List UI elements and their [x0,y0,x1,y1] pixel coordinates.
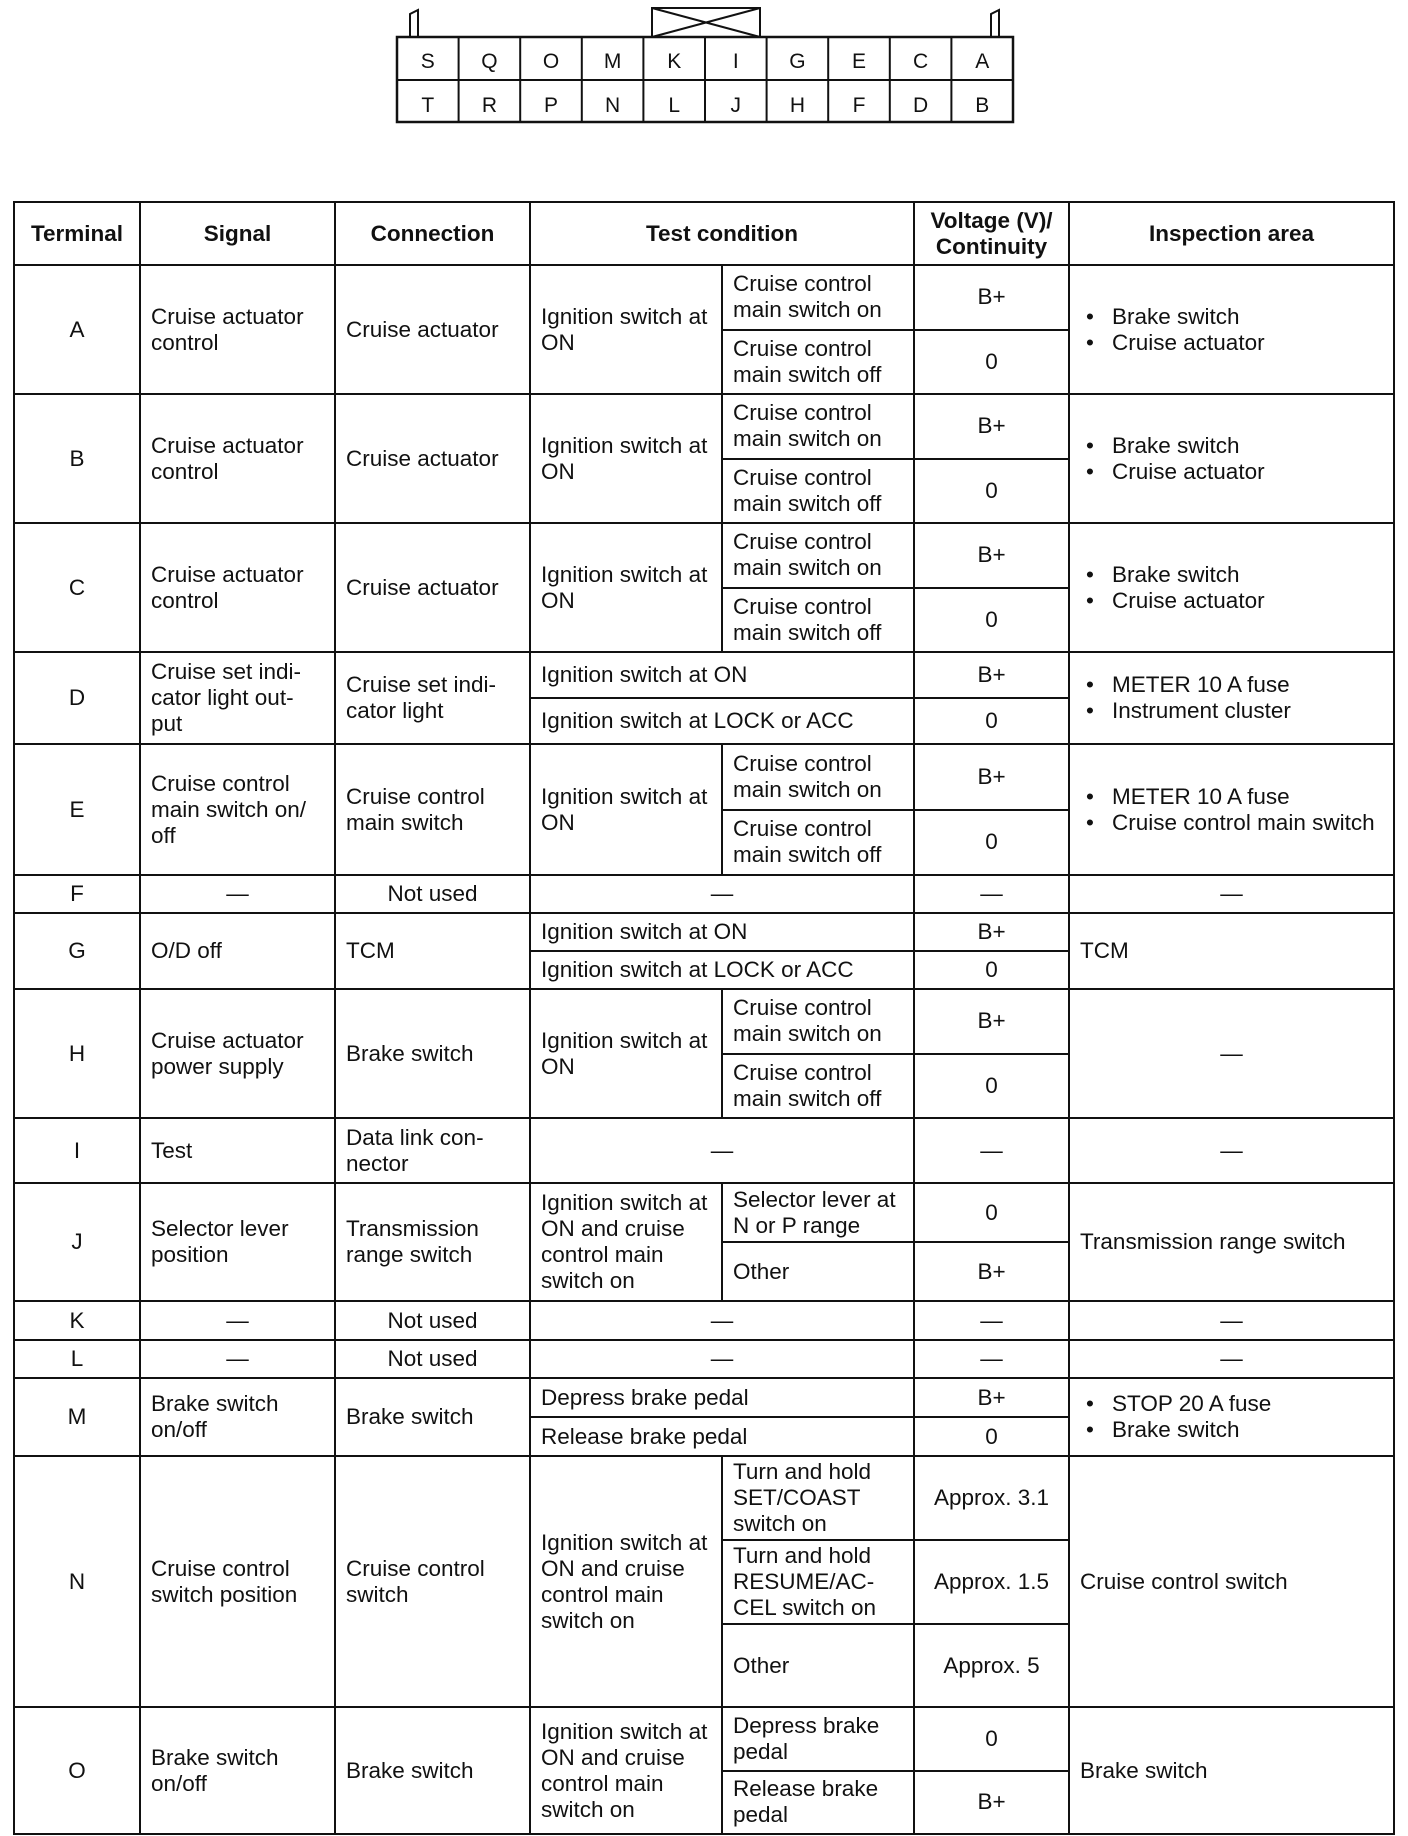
voltage-cell: B+ [914,523,1069,588]
signal-cell: Cruise control main switch on/ off [140,744,335,875]
table-row [14,265,1394,330]
inspection-cell [1069,523,1394,652]
voltage-cell: — [914,1301,1069,1340]
connection-cell: Cruise actuator [335,394,530,523]
connector-pin-D: D [913,94,929,117]
test-condition-cell: Ignition switch at ON [530,744,722,875]
inspection-list [1080,433,1383,485]
voltage-cell: B+ [914,989,1069,1054]
header-voltage-line2: Continuity [935,233,1048,259]
inspection-item: • STOP 20 A fuse [1080,1391,1383,1417]
header-voltage-line1: Voltage (V)/ [930,207,1053,233]
connection-cell: Transmission range switch [335,1183,530,1301]
test-condition-cell: Ignition switch at ON and cruise control main switch on [530,1707,722,1834]
connector-pin-Q: Q [481,50,498,73]
connector-pin-T: T [421,94,435,117]
terminal-cell: B [14,394,140,523]
connection-cell: Cruise actuator [335,265,530,394]
connector-pin-P: P [543,94,559,117]
connector-pin-C: C [913,50,929,73]
test-condition-cell: — [530,1118,914,1183]
inspection-item: • Brake switch [1080,433,1383,459]
voltage-cell: 0 [914,330,1069,395]
terminal-cell: J [14,1183,140,1301]
inspection-cell [1069,652,1394,744]
connector-pin-I: I [732,50,739,73]
sub-condition-cell: Other [722,1624,914,1707]
terminal-cell: A [14,265,140,394]
terminal-cell: C [14,523,140,652]
terminal-cell: F [14,875,140,913]
signal-cell: — [140,1340,335,1378]
voltage-cell: B+ [914,1378,1069,1417]
header-inspection: Inspection area [1069,202,1394,265]
table-row [14,394,1394,459]
connector-pin-H: H [789,94,805,117]
terminal-cell: O [14,1707,140,1834]
connection-cell: Cruise control switch [335,1456,530,1707]
connector-tab-left [410,10,418,37]
test-condition-cell: Ignition switch at ON and cruise control main switch on [530,1456,722,1707]
voltage-cell: Approx. 3.1 [914,1456,1069,1540]
header-signal: Signal [140,202,335,265]
sub-condition-cell: Turn and hold SET/COAST switch on [722,1456,914,1540]
connector-tab-right [991,10,999,37]
voltage-cell: 0 [914,1183,1069,1242]
header-test-condition: Test condition [530,202,914,265]
voltage-cell: — [914,1118,1069,1183]
inspection-cell: Transmission range switch [1069,1183,1394,1301]
inspection-cell: Brake switch [1069,1707,1394,1834]
terminal-cell: G [14,913,140,989]
table-row [14,523,1394,588]
connector-pin-M: M [603,50,622,73]
signal-cell: Cruise set indi-cator light out-put [140,652,335,744]
inspection-list [1080,1391,1383,1443]
voltage-cell: B+ [914,1771,1069,1835]
connection-cell: Cruise actuator [335,523,530,652]
inspection-cell: — [1069,1118,1394,1183]
connector-pin-A: A [975,50,990,73]
signal-cell: — [140,1301,335,1340]
signal-cell: Cruise actuator control [140,265,335,394]
inspection-item: • Brake switch [1080,562,1383,588]
inspection-cell: Cruise control switch [1069,1456,1394,1707]
signal-cell: Cruise actuator control [140,394,335,523]
connection-cell: TCM [335,913,530,989]
test-condition-cell: Ignition switch at LOCK or ACC [530,698,914,744]
connector-pin-S: S [420,50,435,73]
terminal-cell: I [14,1118,140,1183]
connector-key [652,8,760,37]
table-row [14,1456,1394,1540]
connection-cell: Brake switch [335,1707,530,1834]
test-condition-cell: Release brake pedal [530,1417,914,1456]
inspection-cell: — [1069,1340,1394,1378]
voltage-cell: — [914,875,1069,913]
signal-cell: Test [140,1118,335,1183]
connection-cell: Data link con-nector [335,1118,530,1183]
inspection-list [1080,562,1383,614]
sub-condition-cell: Cruise control main switch off [722,588,914,653]
table-row [14,989,1394,1054]
table-row [14,1340,1394,1378]
connector-pin-G: G [789,50,806,73]
table-row [14,1707,1394,1771]
voltage-cell: B+ [914,1242,1069,1301]
connection-cell: Brake switch [335,1378,530,1456]
sub-condition-cell: Cruise control main switch on [722,265,914,330]
inspection-item: • Instrument cluster [1080,698,1383,724]
table-row [14,913,1394,951]
inspection-item: • Cruise actuator [1080,459,1383,485]
test-condition-cell: Ignition switch at ON [530,989,722,1118]
header-voltage [914,202,1069,265]
voltage-cell: B+ [914,652,1069,698]
signal-cell: Cruise control switch position [140,1456,335,1707]
inspection-list [1080,784,1383,836]
voltage-cell: Approx. 1.5 [914,1540,1069,1624]
terminal-cell: M [14,1378,140,1456]
test-condition-cell: — [530,1340,914,1378]
table-row [14,1378,1394,1417]
table-row [14,875,1394,913]
signal-cell: Selector lever position [140,1183,335,1301]
inspection-item: • Brake switch [1080,304,1383,330]
header-connection: Connection [335,202,530,265]
connector-pin-B: B [975,94,990,117]
signal-cell: O/D off [140,913,335,989]
inspection-cell [1069,394,1394,523]
connection-cell: Not used [335,875,530,913]
voltage-cell: B+ [914,394,1069,459]
table-row [14,1301,1394,1340]
inspection-cell [1069,1378,1394,1456]
inspection-cell: — [1069,989,1394,1118]
terminal-cell: L [14,1340,140,1378]
connection-cell: Not used [335,1340,530,1378]
connector-pin-E: E [851,50,867,73]
test-condition-cell: Ignition switch at ON [530,523,722,652]
voltage-cell: 0 [914,1417,1069,1456]
sub-condition-cell: Depress brake pedal [722,1707,914,1771]
inspection-cell [1069,744,1394,875]
voltage-cell: 0 [914,810,1069,876]
voltage-cell: 0 [914,698,1069,744]
test-condition-cell: Ignition switch at ON [530,652,914,698]
voltage-cell: B+ [914,744,1069,810]
table-header-row [14,202,1394,265]
voltage-cell: 0 [914,951,1069,989]
terminal-cell: H [14,989,140,1118]
sub-condition-cell: Cruise control main switch off [722,459,914,524]
terminal-cell: D [14,652,140,744]
inspection-item: • METER 10 A fuse [1080,784,1383,810]
signal-cell: Cruise actuator control [140,523,335,652]
inspection-list [1080,304,1383,356]
connector-diagram [0,0,1408,140]
inspection-item: • Cruise actuator [1080,588,1383,614]
voltage-cell: 0 [914,1707,1069,1771]
inspection-cell: TCM [1069,913,1394,989]
connection-cell: Cruise set indi-cator light [335,652,530,744]
table-row [14,1183,1394,1242]
voltage-cell: B+ [914,913,1069,951]
signal-cell: Brake switch on/off [140,1378,335,1456]
terminal-cell: N [14,1456,140,1707]
sub-condition-cell: Cruise control main switch off [722,810,914,876]
connection-cell: Cruise control main switch [335,744,530,875]
inspection-list [1080,672,1383,724]
voltage-cell: 0 [914,459,1069,524]
connector-pin-L: L [668,94,681,117]
connector-pin-F: F [852,94,866,117]
connector-pin-K: K [667,50,682,73]
voltage-cell: Approx. 5 [914,1624,1069,1707]
sub-condition-cell: Cruise control main switch off [722,330,914,395]
test-condition-cell: Ignition switch at LOCK or ACC [530,951,914,989]
connector-pin-J: J [730,94,742,117]
table-row [14,1118,1394,1183]
inspection-cell: — [1069,875,1394,913]
inspection-item: • Cruise control main switch [1080,810,1383,836]
terminal-table [13,201,1395,1835]
sub-condition-cell: Cruise control main switch on [722,744,914,810]
voltage-cell: 0 [914,1054,1069,1119]
table-row [14,744,1394,810]
inspection-cell: — [1069,1301,1394,1340]
terminal-cell: E [14,744,140,875]
test-condition-cell: Ignition switch at ON [530,394,722,523]
signal-cell: Cruise actuator power supply [140,989,335,1118]
voltage-cell: 0 [914,588,1069,653]
sub-condition-cell: Cruise control main switch on [722,394,914,459]
header-terminal: Terminal [14,202,140,265]
connector-pin-N: N [605,94,621,117]
sub-condition-cell: Cruise control main switch on [722,989,914,1054]
sub-condition-cell: Turn and hold RESUME/AC-CEL switch on [722,1540,914,1624]
sub-condition-cell: Selector lever at N or P range [722,1183,914,1242]
inspection-cell [1069,265,1394,394]
test-condition-cell: — [530,1301,914,1340]
test-condition-cell: Depress brake pedal [530,1378,914,1417]
inspection-item: • Cruise actuator [1080,330,1383,356]
inspection-item: • Brake switch [1080,1417,1383,1443]
test-condition-cell: Ignition switch at ON [530,265,722,394]
voltage-cell: — [914,1340,1069,1378]
signal-cell: Brake switch on/off [140,1707,335,1834]
sub-condition-cell: Cruise control main switch off [722,1054,914,1119]
test-condition-cell: Ignition switch at ON and cruise control main switch on [530,1183,722,1301]
connector-pin-R: R [481,94,497,117]
test-condition-cell: — [530,875,914,913]
connection-cell: Not used [335,1301,530,1340]
sub-condition-cell: Release brake pedal [722,1771,914,1835]
test-condition-cell: Ignition switch at ON [530,913,914,951]
connection-cell: Brake switch [335,989,530,1118]
voltage-cell: B+ [914,265,1069,330]
inspection-item: • METER 10 A fuse [1080,672,1383,698]
connector-pin-O: O [542,50,560,73]
sub-condition-cell: Other [722,1242,914,1301]
terminal-cell: K [14,1301,140,1340]
table-row [14,652,1394,698]
sub-condition-cell: Cruise control main switch on [722,523,914,588]
signal-cell: — [140,875,335,913]
